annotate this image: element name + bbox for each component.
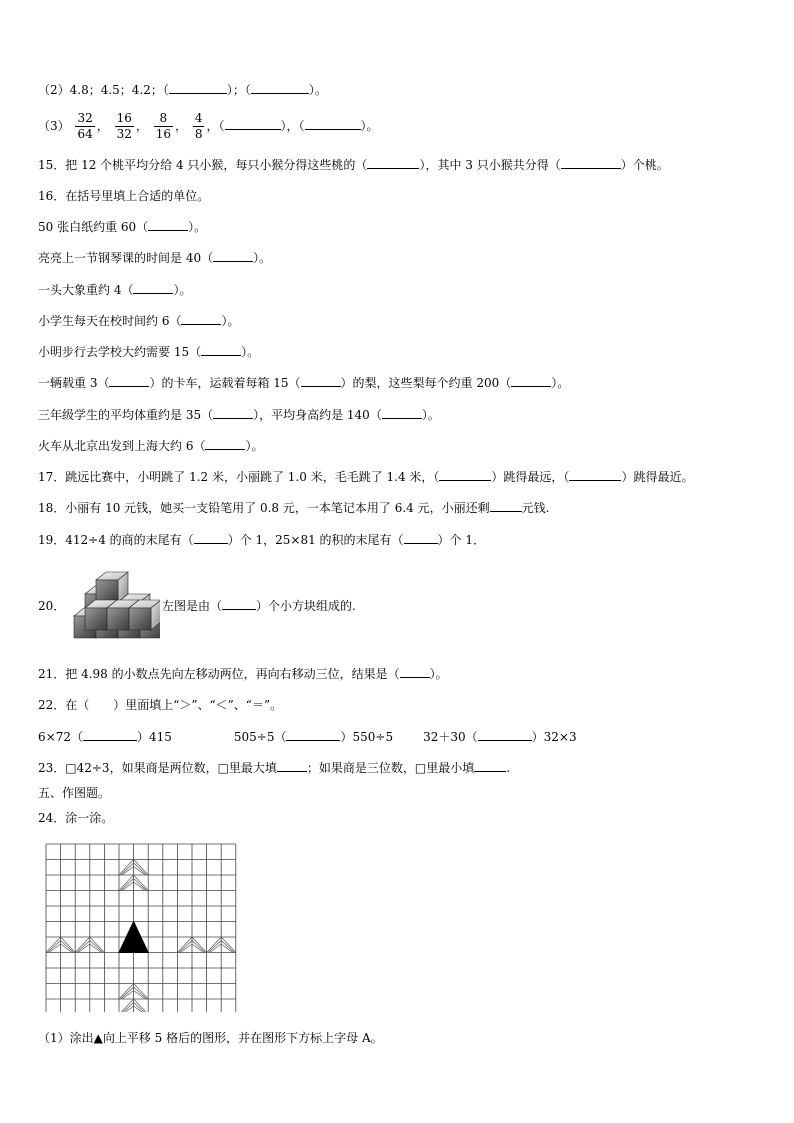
q14-line2-end: ）。 xyxy=(308,83,327,97)
cube-stack-figure xyxy=(66,562,160,648)
fraction-numerator: 16 xyxy=(116,111,132,125)
fraction-denominator: 16 xyxy=(155,127,171,141)
q16-item-text: ），平均身高约是 140（ xyxy=(253,408,382,422)
q15-text: 15．把 12 个桃平均分给 4 只小猴，每只小猴分得这些桃的（ xyxy=(38,158,368,172)
q16-item-end: ）。 xyxy=(173,283,192,297)
answer-blank[interactable] xyxy=(400,666,430,678)
fraction-sep: ， xyxy=(96,119,109,133)
q16-item-end: ）。 xyxy=(421,408,440,422)
compare-left: 6×72（ xyxy=(38,730,83,744)
q16-item-text: 小明步行去学校大约需要 15（ xyxy=(38,345,202,359)
q16-item xyxy=(38,313,239,329)
q16-item-end: ）。 xyxy=(188,220,207,234)
cube-front-face xyxy=(107,608,129,630)
fraction xyxy=(154,111,173,142)
fraction-denominator: 64 xyxy=(77,127,93,141)
question-20 xyxy=(162,598,356,614)
answer-blank[interactable] xyxy=(382,407,422,419)
answer-blank[interactable] xyxy=(305,118,361,130)
section-heading: 五、作图题。 xyxy=(38,786,111,800)
q22-row xyxy=(38,729,577,745)
q19-text: ）个 1． xyxy=(437,533,485,547)
answer-blank[interactable] xyxy=(561,157,621,169)
fraction xyxy=(115,111,134,142)
q16-grade3 xyxy=(38,407,440,423)
fraction xyxy=(193,111,205,142)
q23-text: ；如果商是三位数，□里最小填 xyxy=(306,761,475,775)
fraction-numerator: 32 xyxy=(77,111,93,125)
answer-blank[interactable] xyxy=(109,375,149,387)
cube-front-face xyxy=(129,608,151,630)
answer-blank[interactable] xyxy=(277,760,307,772)
q20-text: 左图是由（ xyxy=(162,599,223,613)
q16-item-text: 火车从北京出发到上海大约 6（ xyxy=(38,439,206,453)
answer-blank[interactable] xyxy=(169,82,227,94)
q16-item-text: 一头大象重约 4（ xyxy=(38,283,134,297)
q20-text: ）个小方块组成的. xyxy=(256,599,356,613)
q16-truck xyxy=(38,375,569,391)
cube-front-face xyxy=(85,608,107,630)
question-19 xyxy=(38,532,485,548)
grid-figure[interactable] xyxy=(44,842,238,1012)
q17-text: ）跳得最远，（ xyxy=(491,470,570,484)
fraction-numerator: 8 xyxy=(154,111,173,127)
compare-right: ）32×3 xyxy=(531,730,577,744)
answer-blank[interactable] xyxy=(569,469,621,481)
answer-blank[interactable] xyxy=(474,760,506,772)
answer-blank[interactable] xyxy=(205,438,245,450)
answer-blank[interactable] xyxy=(286,729,340,741)
answer-blank[interactable] xyxy=(478,729,532,741)
q14-line2-sep: ）；（ xyxy=(226,83,251,97)
q14-line3-sep: ），（ xyxy=(280,119,305,133)
answer-blank[interactable] xyxy=(201,344,241,356)
q19-text: 19．412÷4 的商的末尾有（ xyxy=(38,533,194,547)
q16-item xyxy=(38,219,206,235)
q16-item xyxy=(38,282,191,298)
fraction-denominator: 32 xyxy=(116,127,132,141)
q24-title: 24．涂一涂。 xyxy=(38,811,114,825)
fraction-numerator: 4 xyxy=(194,111,203,125)
compare-right: ）550÷5 xyxy=(340,730,394,744)
answer-blank[interactable] xyxy=(133,282,173,294)
q15-text: ），其中 3 只小猴共分得（ xyxy=(419,158,561,172)
q16-train xyxy=(38,438,263,454)
fraction-sep: ， xyxy=(135,119,148,133)
q14-line3-sep: ，（ xyxy=(206,119,225,133)
q16-item-text: 亮亮上一节钢琴课的时间是 40（ xyxy=(38,251,214,265)
q14-line3-label: （3） xyxy=(38,119,70,133)
fraction xyxy=(75,111,94,142)
answer-blank[interactable] xyxy=(222,598,256,610)
q24-sub1: （1）涂出▲向上平移 5 格后的图形，并在图形下方标上字母 A。 xyxy=(38,1031,383,1045)
q16-item-text: 一辆载重 3（ xyxy=(38,376,110,390)
question-21 xyxy=(38,666,448,682)
answer-blank[interactable] xyxy=(213,250,253,262)
q16-item-end: ）。 xyxy=(551,376,570,390)
q16-item xyxy=(38,250,271,266)
q18-text: 18．小丽有 10 元钱，她买一支铅笔用了 0.8 元，一本笔记本用了 6.4 元，小丽还剩 xyxy=(38,501,490,515)
answer-blank[interactable] xyxy=(148,219,188,231)
q22-title: 22．在（ ）里面填上“＞”、“＜”、“＝”。 xyxy=(38,698,283,712)
compare-left: 32＋30（ xyxy=(423,730,478,744)
answer-blank[interactable] xyxy=(83,729,137,741)
q14-line2 xyxy=(38,82,327,98)
question-23 xyxy=(38,760,510,776)
q14-line2-label: （2）4.8；4.5；4.2；（ xyxy=(38,83,169,97)
q21-text: 21．把 4.98 的小数点先向左移动两位，再向右移动三位，结果是（ xyxy=(38,667,400,681)
q16-item xyxy=(38,344,259,360)
q17-text: 17．跳远比赛中，小明跳了 1.2 米，小丽跳了 1.0 米，毛毛跳了 1.4 米，（ xyxy=(38,470,440,484)
answer-blank[interactable] xyxy=(301,375,341,387)
compare-left: 505÷5（ xyxy=(233,730,287,744)
q16-item-end: ）。 xyxy=(245,439,264,453)
q17-text: ）跳得最近。 xyxy=(621,470,694,484)
q23-text: . xyxy=(506,761,511,775)
answer-blank[interactable] xyxy=(194,532,228,544)
answer-blank[interactable] xyxy=(213,407,253,419)
q18-text: 元钱. xyxy=(521,501,550,515)
q16-item-text: ）的梨，这些梨每个约重 200（ xyxy=(340,376,512,390)
fraction-sep: ， xyxy=(175,119,188,133)
q16-item-end: ）。 xyxy=(221,314,240,328)
q19-text: ）个 1，25×81 的积的末尾有（ xyxy=(227,533,404,547)
fraction-denominator: 8 xyxy=(194,127,203,141)
q20-number: 20． xyxy=(38,599,66,613)
q16-title: 16．在括号里填上合适的单位。 xyxy=(38,189,210,203)
q16-item-text: 小学生每天在校时间约 6（ xyxy=(38,314,182,328)
question-15 xyxy=(38,157,669,173)
cube-front-face xyxy=(96,580,118,602)
q16-item-text: 50 张白纸约重 60（ xyxy=(38,220,149,234)
answer-blank[interactable] xyxy=(181,313,221,325)
q21-text: ）。 xyxy=(429,667,448,681)
answer-blank[interactable] xyxy=(490,500,522,512)
q14-line3 xyxy=(38,106,379,146)
answer-blank[interactable] xyxy=(225,118,281,130)
question-17 xyxy=(38,469,693,485)
q23-text: 23．□42÷3，如果商是两位数，□里最大填 xyxy=(38,761,277,775)
q15-text: ）个桃。 xyxy=(620,158,669,172)
answer-blank[interactable] xyxy=(511,375,551,387)
q14-line3-end: ）。 xyxy=(360,119,379,133)
q16-item-text: ）的卡车，运载着每箱 15（ xyxy=(149,376,301,390)
answer-blank[interactable] xyxy=(404,532,438,544)
answer-blank[interactable] xyxy=(439,469,491,481)
q16-item-text: 三年级学生的平均体重约是 35（ xyxy=(38,408,214,422)
compare-right: ）415 xyxy=(136,730,172,744)
answer-blank[interactable] xyxy=(251,82,309,94)
question-18 xyxy=(38,500,549,516)
q16-item-end: ）。 xyxy=(241,345,260,359)
q16-item-end: ）。 xyxy=(253,251,272,265)
answer-blank[interactable] xyxy=(367,157,419,169)
